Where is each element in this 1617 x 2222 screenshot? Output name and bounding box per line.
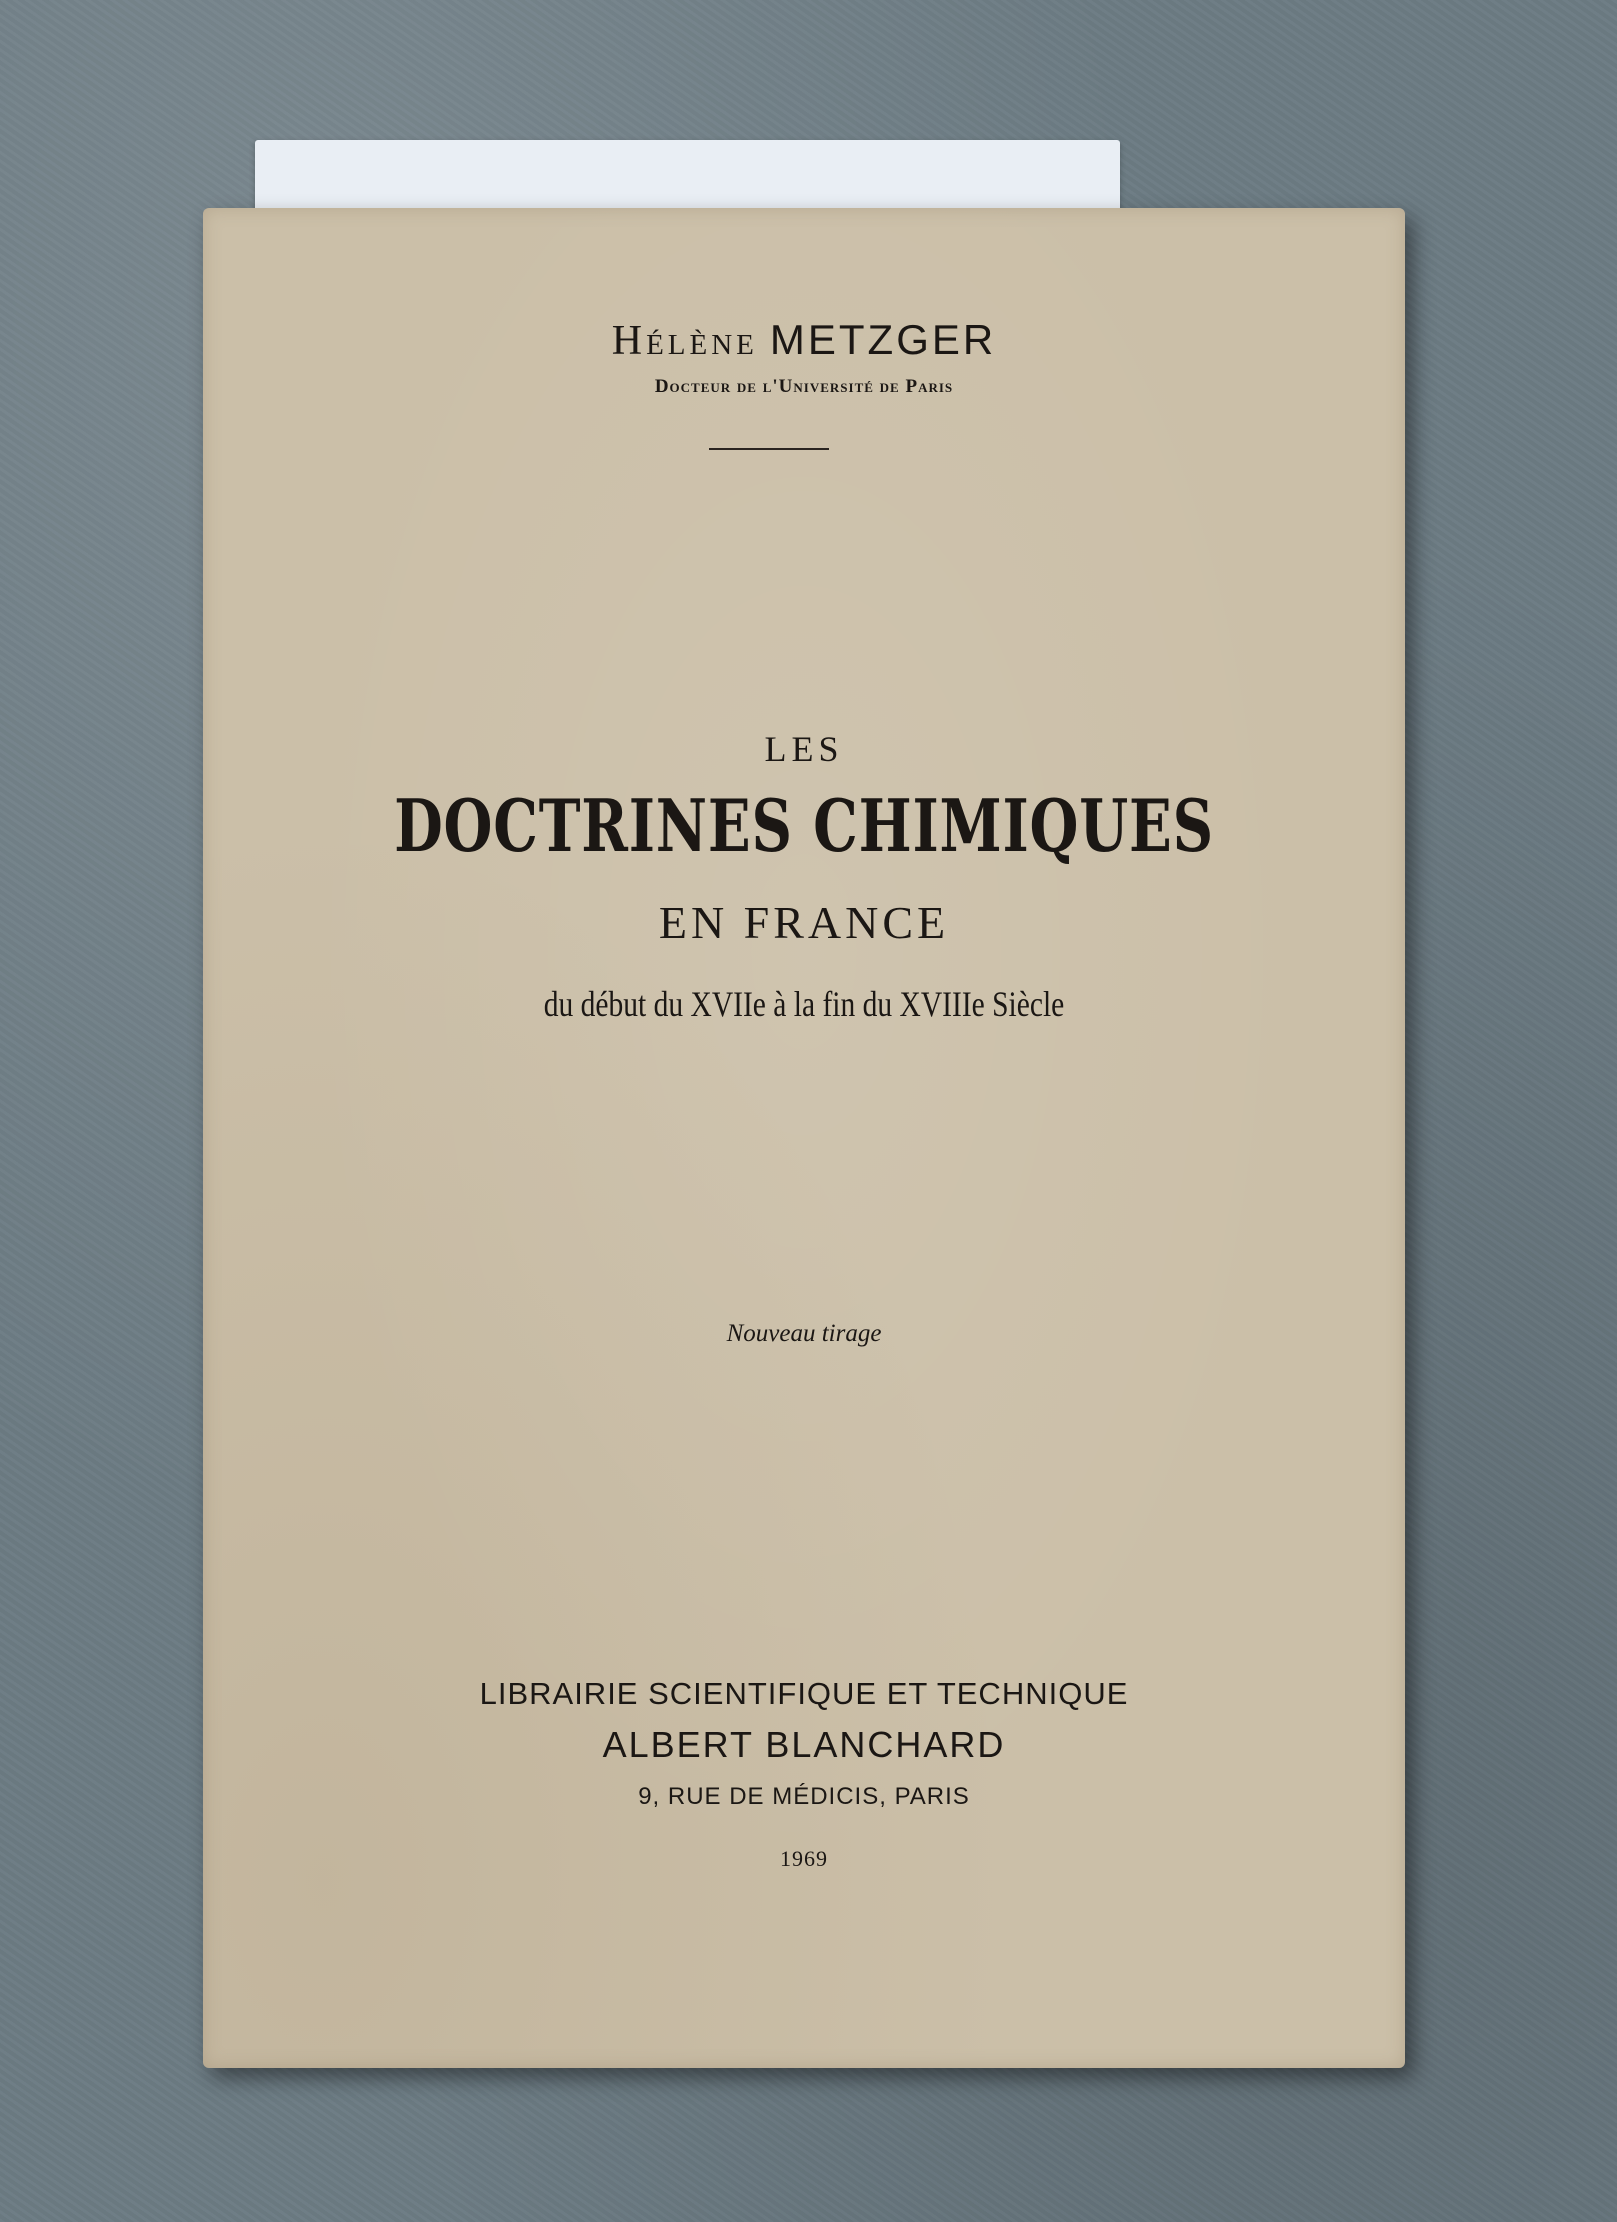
book-cover xyxy=(203,208,1405,2068)
title-subtitle: EN FRANCE xyxy=(658,897,950,948)
author-name xyxy=(203,316,1405,365)
title-les: LES xyxy=(764,729,844,769)
publisher-line-2: ALBERT BLANCHARD xyxy=(602,1724,1006,1765)
author-last-name: METZGER xyxy=(769,316,997,363)
publisher-line-1: LIBRAIRIE SCIENTIFIQUE ET TECHNIQUE xyxy=(479,1676,1129,1711)
title-main: DOCTRINES CHIMIQUES xyxy=(394,783,1214,868)
title-period: du début du XVIIe à la fin du XVIIIe Siècle xyxy=(543,984,1065,1024)
publication-year: 1969 xyxy=(780,1846,828,1871)
author-affiliation: Docteur de l'Université de Paris xyxy=(654,376,954,397)
edition-note: Nouveau tirage xyxy=(726,1320,882,1347)
publisher-address: 9, RUE DE MÉDICIS, PARIS xyxy=(638,1783,970,1810)
divider-rule xyxy=(709,448,829,450)
author-first-name: Hélène xyxy=(611,318,758,364)
